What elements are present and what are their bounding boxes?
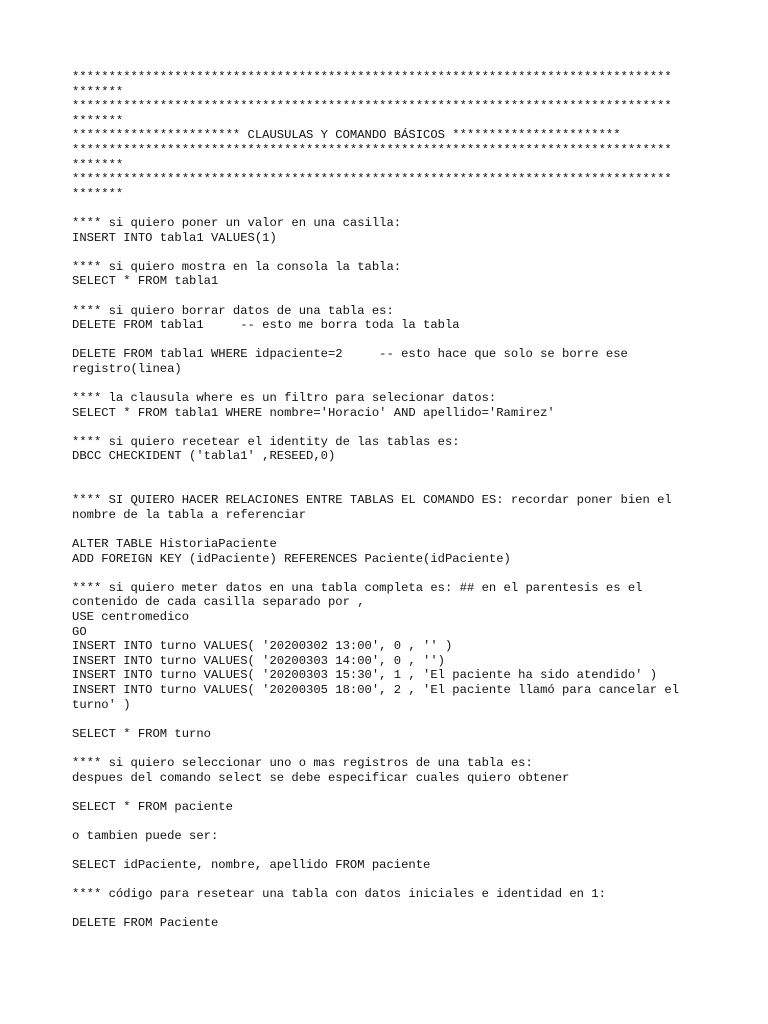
banner-stars-wrap: ******* [72,186,124,201]
code-line: INSERT INTO turno VALUES( '20200305 18:00', 2 , 'El paciente llamó para cancelar el [72,682,680,697]
banner-stars-wrap: ******* [72,157,124,172]
comment-line: contenido de cada casilla separado por , [72,595,365,610]
comment-line: **** si quiero recetear el identity de las tablas es: [72,434,460,449]
code-line: INSERT INTO turno VALUES( '20200303 15:30', 1 , 'El paciente ha sido atendido' ) [72,668,658,683]
banner-stars-line: ********************************************************************************** [72,99,672,114]
comment-line: **** SI QUIERO HACER RELACIONES ENTRE TABLAS EL COMANDO ES: recordar poner bien el [72,493,672,508]
comment-line: despues del comando select se debe especificar cuales quiero obtener [72,770,570,785]
comment-line: **** si quiero borrar datos de una tabla es: [72,303,394,318]
banner-title: *********************** CLAUSULAS Y COMANDO BÁSICOS *********************** [72,128,621,143]
comment-line: **** si quiero poner un valor en una casilla: [72,215,402,230]
code-line: GO [72,624,87,639]
code-line: USE centromedico [72,609,190,624]
text-line: o tambien puede ser: [72,828,219,843]
banner-stars-wrap: ******* [72,84,124,99]
comment-line: nombre de la tabla a referenciar [72,507,307,522]
code-line: SELECT * FROM paciente [72,799,233,814]
code-line: turno' ) [72,697,131,712]
code-line: SELECT * FROM tabla1 WHERE nombre='Horacio' AND apellido='Ramirez' [72,405,555,420]
comment-line: **** código para resetear una tabla con datos iniciales e identidad en 1: [72,887,606,902]
comment-line: **** si quiero seleccionar uno o mas registros de una tabla es: [72,755,533,770]
comment-line: **** si quiero mostra en la consola la tabla: [72,259,402,274]
banner-stars-wrap: ******* [72,113,124,128]
banner-stars-line: ********************************************************************************** [72,172,672,187]
code-line: SELECT idPaciente, nombre, apellido FROM paciente [72,858,431,873]
code-line: INSERT INTO tabla1 VALUES(1) [72,230,277,245]
code-line: INSERT INTO turno VALUES( '20200303 14:00', 0 , '') [72,653,445,668]
document-page [72,70,712,931]
comment-line: **** la clausula where es un filtro para selecionar datos: [72,391,497,406]
code-line: DBCC CHECKIDENT ('tabla1' ,RESEED,0) [72,449,336,464]
code-line: DELETE FROM tabla1 -- esto me borra toda la tabla [72,318,460,333]
banner-stars-line: ********************************************************************************** [72,142,672,157]
code-line: ALTER TABLE HistoriaPaciente [72,537,277,551]
code-line: DELETE FROM tabla1 WHERE idpaciente=2 -- esto hace que solo se borre ese [72,347,628,362]
code-line: SELECT * FROM tabla1 [72,274,219,289]
code-line: DELETE FROM Paciente [72,916,219,931]
banner-stars-line: ********************************************************************************** [72,70,672,84]
code-line: SELECT * FROM turno [72,726,211,741]
code-line: registro(linea) [72,361,182,376]
code-line: INSERT INTO turno VALUES( '20200302 13:00', 0 , '' ) [72,639,453,654]
code-line: ADD FOREIGN KEY (idPaciente) REFERENCES Paciente(idPaciente) [72,551,511,566]
comment-line: **** si quiero meter datos en una tabla completa es: ## en el parentesis es el [72,580,643,595]
